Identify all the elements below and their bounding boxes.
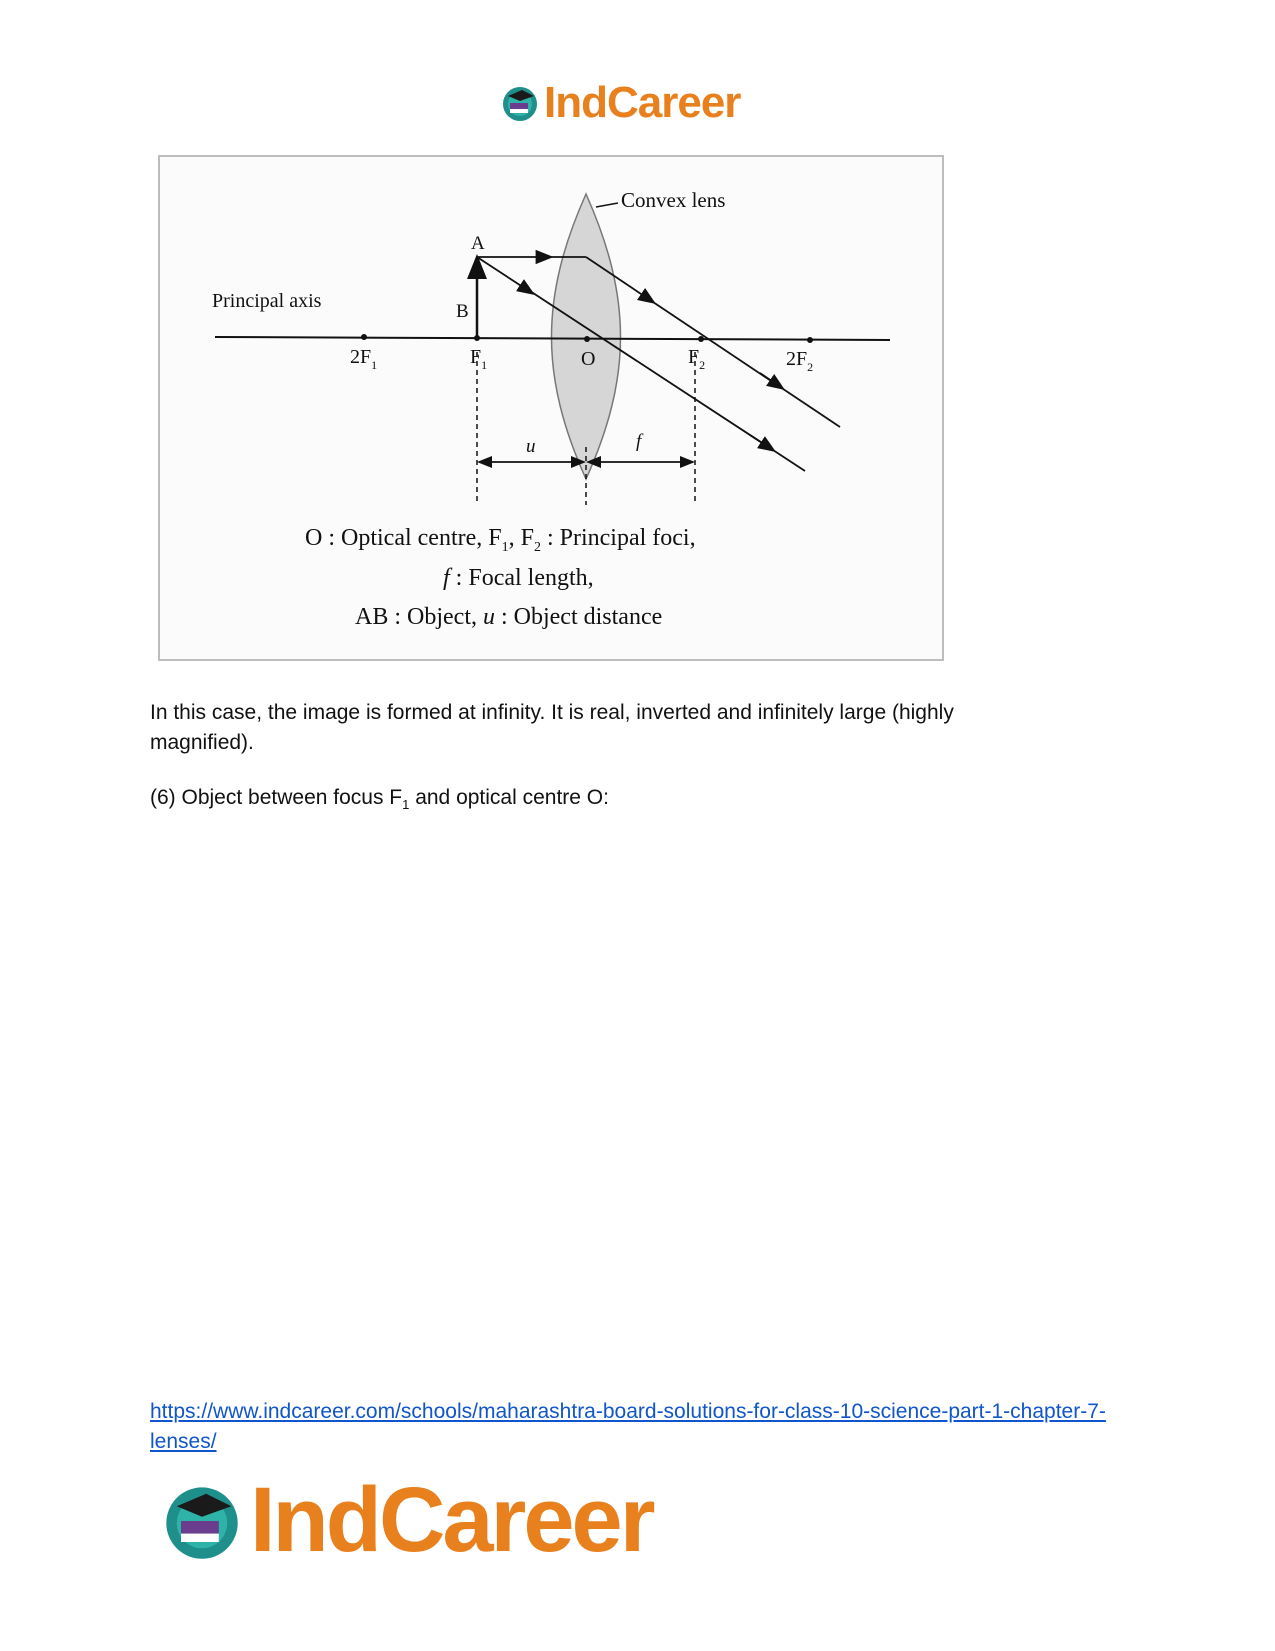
caption-line-1: O : Optical centre, $F_1$, $F_2$ : Principal foci,	[305, 525, 696, 555]
principal-axis-label: Principal axis	[212, 290, 322, 312]
ray-diagram	[160, 157, 946, 663]
graduation-globe-icon	[160, 1479, 244, 1563]
paragraph-image-at-infinity: In this case, the image is formed at infinity. It is real, inverted and infinitely large (highly magnified).	[150, 701, 954, 754]
logo-text: IndCareer	[544, 78, 741, 127]
point-a-label: A	[471, 233, 485, 254]
source-url-link[interactable]: https://www.indcareer.com/schools/maharashtra-board-solutions-for-class-10-science-part-1-chapter-7-lenses/	[150, 1400, 1106, 1453]
point-2f1-label: 2F	[350, 346, 372, 368]
caption-line-3: AB : Object, u : Object distance	[355, 604, 663, 630]
svg-text:F2: $F_2$	[688, 346, 706, 372]
point-f1-label: F	[470, 346, 482, 368]
graduation-globe-icon	[500, 83, 540, 123]
point-2f2-label: 2F	[786, 348, 808, 370]
svg-text:2F1: $2F_1$	[350, 346, 378, 372]
point-f2-label: F	[688, 346, 700, 368]
svg-text:2F2: $2F_2$	[786, 348, 814, 374]
footer-logo	[160, 1468, 653, 1573]
distance-f-label: f	[636, 431, 642, 452]
logo-text: IndCareer	[250, 1469, 653, 1571]
convex-lens-label: Convex lens	[621, 188, 726, 212]
header-logo	[500, 78, 740, 128]
point-o-label: O	[581, 348, 596, 370]
caption-line-2: f : Focal length,	[443, 565, 594, 591]
convex-lens-figure	[158, 155, 944, 661]
distance-u-label: u	[526, 436, 536, 457]
svg-text:F1: $F_1$	[470, 346, 488, 372]
point-b-label: B	[456, 301, 469, 322]
section-heading-object-between-f1-and-o: (6) Object between focus $F_1$ and optical centre O:	[150, 786, 609, 813]
